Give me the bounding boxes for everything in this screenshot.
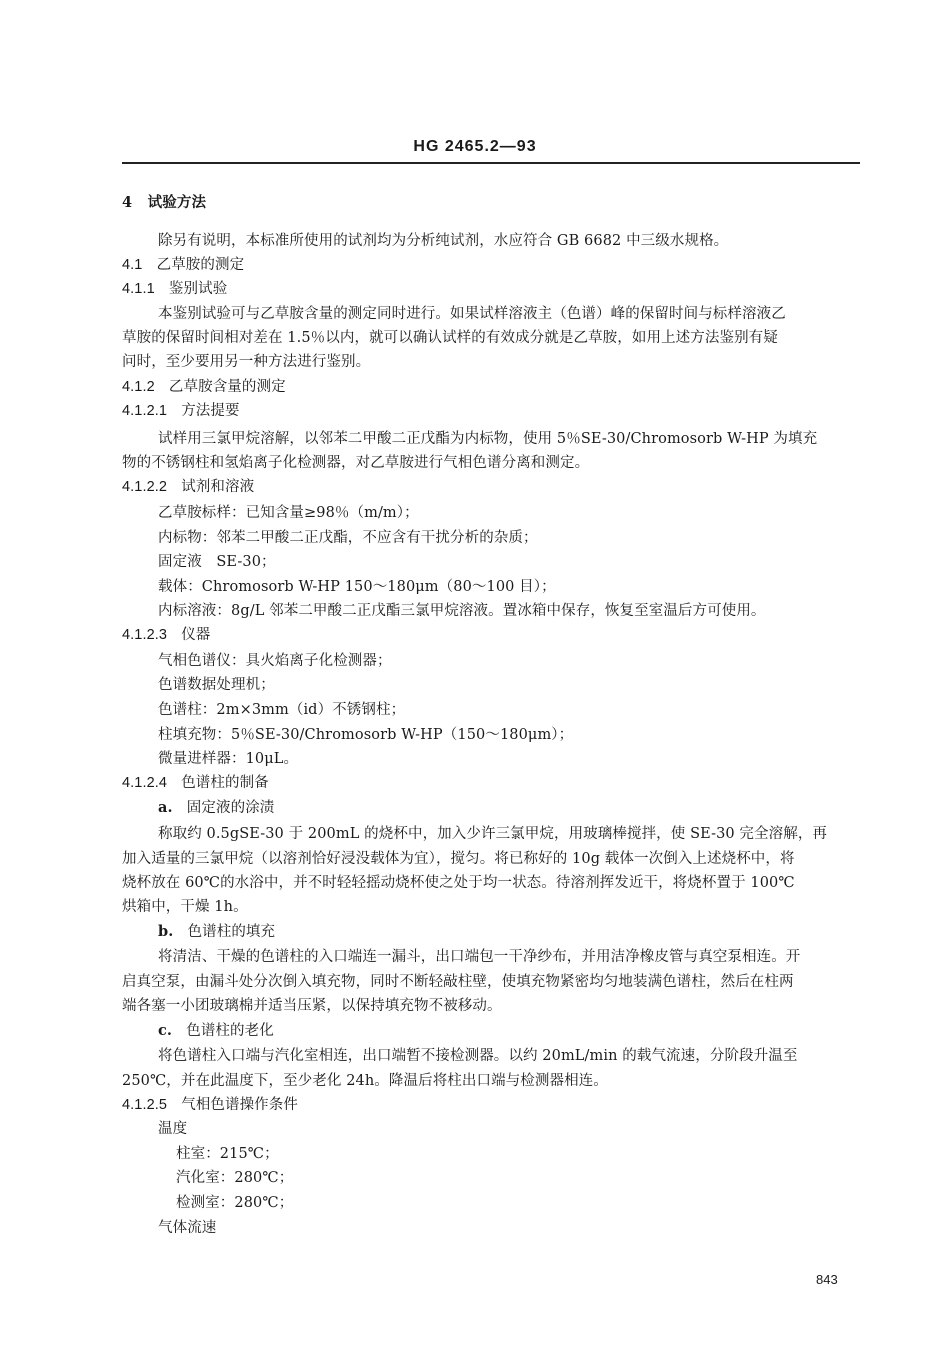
heading-4-1-2-2	[122, 476, 254, 498]
paragraph-line: 烘箱中，干燥 1h。	[122, 899, 248, 915]
heading-number: 4.1.2.5	[122, 1097, 168, 1113]
heading-title: 乙草胺的测定	[156, 257, 245, 273]
section-heading	[122, 192, 206, 214]
subheading-label: b.	[158, 923, 174, 940]
heading-number: 4.1.2.2	[122, 479, 168, 495]
heading-number: 4.1.1	[122, 281, 155, 297]
paragraph-line: 250℃，并在此温度下，至少老化 24h。降温后将柱出口端与检测器相连。	[122, 1073, 608, 1089]
heading-4-1-2-3	[122, 624, 210, 646]
gas-flow-label: 气体流速	[158, 1220, 217, 1236]
subheading-b	[158, 921, 275, 943]
paragraph-line: 问时，至少要用另一种方法进行鉴别。	[122, 354, 371, 370]
standard-code-header: HG 2465.2—93	[413, 138, 537, 155]
section-number: 4	[122, 194, 133, 211]
heading-4-1-2	[122, 376, 286, 398]
list-item: 微量进样器：10μL。	[158, 751, 299, 767]
subheading-title: 色谱柱的填充	[187, 924, 276, 940]
header-rule	[122, 162, 860, 164]
subheading-title: 色谱柱的老化	[186, 1023, 274, 1039]
heading-title: 色谱柱的制备	[181, 775, 269, 791]
temperature-label: 温度	[158, 1121, 188, 1137]
heading-number: 4.1.2.1	[122, 403, 168, 419]
list-item: 柱填充物：5％SE-30/Chromosorb W-HP（150～180μm）；	[158, 727, 574, 743]
list-item: 内标溶液：8g/L 邻苯二甲酸二正戊酯三氯甲烷溶液。置冰箱中保存，恢复至室温后方可使用。	[158, 603, 766, 619]
heading-number: 4.1.2.4	[122, 775, 168, 791]
paragraph-line: 称取约 0.5gSE-30 于 200mL 的烧杯中，加入少许三氯甲烷，用玻璃棒搅拌，使 SE-30 完全溶解，再	[158, 826, 828, 842]
heading-4-1-2-4	[122, 772, 269, 794]
temperature-item: 柱室：215℃；	[176, 1146, 279, 1162]
heading-title: 方法提要	[181, 403, 240, 419]
page-number: 843	[816, 1272, 838, 1287]
heading-number: 4.1	[122, 257, 143, 273]
list-item: 气相色谱仪：具火焰离子化检测器；	[158, 653, 392, 669]
paragraph-line: 本鉴别试验可与乙草胺含量的测定同时进行。如果试样溶液主（色谱）峰的保留时间与标样溶液乙	[158, 306, 786, 322]
paragraph-line: 将清洁、干燥的色谱柱的入口端连一漏斗，出口端包一干净纱布，并用洁净橡皮管与真空泵相连。开	[158, 949, 801, 965]
heading-title: 乙草胺含量的测定	[168, 379, 286, 395]
temperature-item: 汽化室：280℃；	[176, 1170, 294, 1186]
heading-4-1-1	[122, 278, 227, 300]
list-item: 固定液 SE-30；	[158, 554, 276, 570]
subheading-a	[158, 797, 274, 819]
paragraph-line: 加入适量的三氯甲烷（以溶剂恰好浸没载体为宜），搅匀。将已称好的 10g 载体一次倒入上述烧杯中，将	[122, 851, 795, 867]
heading-title: 鉴别试验	[168, 281, 228, 297]
heading-4-1-2-5	[122, 1094, 298, 1116]
paragraph-line: 物的不锈钢柱和氢焰离子化检测器，对乙草胺进行气相色谱分离和测定。	[122, 455, 590, 471]
heading-number: 4.1.2	[122, 379, 155, 395]
subheading-c	[158, 1020, 274, 1042]
paragraph-line: 草胺的保留时间相对差在 1.5％以内，就可以确认试样的有效成分就是乙草胺，如用上述方法鉴别有疑	[122, 330, 778, 346]
list-item: 乙草胺标样：已知含量≥98％（m/m）；	[158, 505, 419, 521]
list-item: 内标物：邻苯二甲酸二正戊酯，不应含有干扰分析的杂质；	[158, 530, 538, 546]
heading-title: 仪器	[181, 627, 211, 643]
temperature-item: 检测室：280℃；	[176, 1195, 294, 1211]
paragraph-line: 启真空泵，由漏斗处分次倒入填充物，同时不断轻敲柱壁，使填充物紧密均匀地装满色谱柱，然后在柱两	[122, 974, 794, 990]
subheading-title: 固定液的涂渍	[186, 800, 275, 816]
heading-title: 气相色谱操作条件	[181, 1097, 298, 1113]
heading-4-1	[122, 254, 244, 276]
paragraph-line: 烧杯放在 60℃的水浴中，并不时轻轻摇动烧杯使之处于均一状态。待溶剂挥发近干，将烧杯置于 100℃	[122, 875, 795, 891]
heading-title: 试剂和溶液	[181, 479, 255, 495]
subheading-label: c.	[158, 1022, 173, 1039]
paragraph-line: 将色谱柱入口端与汽化室相连，出口端暂不接检测器。以约 20mL/min 的载气流速，分阶段升温至	[158, 1048, 798, 1064]
list-item: 载体：Chromosorb W-HP 150～180μm（80～100 目）；	[158, 579, 556, 595]
heading-number: 4.1.2.3	[122, 627, 168, 643]
paragraph-line: 试样用三氯甲烷溶解，以邻苯二甲酸二正戊酯为内标物，使用 5％SE-30/Chromosorb W-HP 为填充	[158, 431, 818, 447]
intro-paragraph: 除另有说明，本标准所使用的试剂均为分析纯试剂，水应符合 GB 6682 中三级水规格。	[158, 233, 729, 249]
section-title: 试验方法	[147, 194, 207, 211]
list-item: 色谱数据处理机；	[158, 677, 275, 693]
heading-4-1-2-1	[122, 400, 240, 422]
paragraph-line: 端各塞一小团玻璃棉并适当压紧，以保持填充物不被移动。	[122, 998, 502, 1014]
list-item: 色谱柱：2m×3mm（id）不锈钢柱；	[158, 702, 406, 718]
subheading-label: a.	[158, 799, 173, 816]
